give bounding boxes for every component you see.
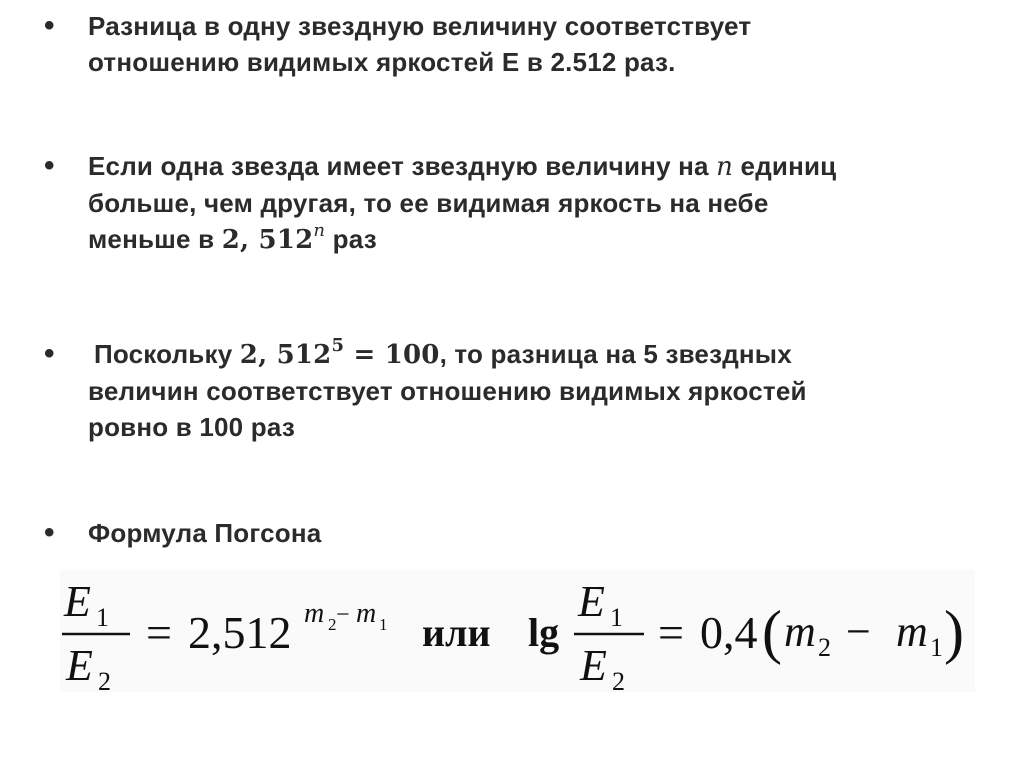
fraction-numerator-e: E bbox=[64, 577, 91, 626]
bullet-dot: • bbox=[44, 516, 55, 549]
math-exponent-5: 5 bbox=[331, 335, 345, 357]
exponent-minus: − bbox=[336, 602, 350, 628]
bullet-dot: • bbox=[44, 149, 55, 182]
equals-sign: = bbox=[658, 607, 684, 658]
fraction-denominator-e: E bbox=[66, 641, 93, 690]
left-paren: ( bbox=[762, 599, 782, 665]
bullet-dot: • bbox=[44, 337, 55, 370]
pogson-formula-svg bbox=[60, 570, 975, 692]
paragraph-pogson-formula-title bbox=[88, 515, 988, 551]
math-base: 2, 512 bbox=[239, 340, 332, 370]
math-variable-n: n bbox=[716, 152, 734, 182]
var-m1: m bbox=[896, 607, 928, 656]
exponent-m1: m bbox=[356, 598, 377, 629]
text-line: Формула Погсона bbox=[88, 518, 322, 548]
fraction-numerator-sub: 1 bbox=[96, 603, 109, 632]
coefficient-04: 0,4 bbox=[700, 607, 758, 658]
text-line bbox=[88, 148, 988, 185]
pogson-formula bbox=[60, 570, 975, 692]
math-exponent-n: n bbox=[313, 220, 326, 242]
fraction-numerator-e: E bbox=[578, 577, 605, 626]
minus-sign: − bbox=[846, 607, 871, 656]
var-m2: m bbox=[784, 607, 816, 656]
fraction-denominator-sub: 2 bbox=[98, 667, 111, 692]
lg-operator: lg bbox=[528, 610, 560, 655]
text-line: величин соответствует отношению видимых яркостей bbox=[88, 376, 807, 406]
right-paren: ) bbox=[944, 599, 964, 665]
word-or: или bbox=[422, 610, 491, 655]
equals-sign: = bbox=[146, 607, 172, 658]
base-2512: 2,512 bbox=[188, 607, 292, 658]
text-fragment: Поскольку bbox=[94, 339, 240, 369]
math-base: 2, 512 bbox=[221, 225, 314, 255]
text-line: ровно в 100 раз bbox=[88, 412, 295, 442]
text-line bbox=[88, 221, 988, 258]
text-fragment: единиц bbox=[733, 151, 837, 181]
paragraph-magnitude-ratio bbox=[88, 8, 988, 80]
exponent-m2-sub: 2 bbox=[328, 615, 337, 634]
fraction-denominator-sub: 2 bbox=[612, 667, 625, 692]
var-m1-sub: 1 bbox=[930, 633, 943, 662]
text-fragment: Если одна звезда имеет звездную величину на bbox=[88, 151, 717, 181]
text-line: больше, чем другая, то ее видимая яркость на небе bbox=[88, 188, 769, 218]
fraction-denominator-e: E bbox=[580, 641, 607, 690]
bullet-dot: • bbox=[44, 9, 55, 42]
text-fragment: меньше в bbox=[88, 224, 222, 254]
text-fragment: раз bbox=[325, 224, 377, 254]
math-equals-100: = 100 bbox=[344, 340, 440, 370]
text-line: отношению видимых яркостей Е в 2.512 раз. bbox=[88, 47, 676, 77]
exponent-m2: m bbox=[304, 598, 325, 629]
paragraph-n-units bbox=[88, 148, 988, 258]
var-m2-sub: 2 bbox=[818, 633, 831, 662]
text-line: Разница в одну звездную величину соответствует bbox=[88, 11, 752, 41]
exponent-m1-sub: 1 bbox=[379, 615, 388, 634]
text-fragment: , то разница на 5 звездных bbox=[439, 339, 792, 369]
fraction-numerator-sub: 1 bbox=[610, 603, 623, 632]
text-line bbox=[94, 336, 994, 373]
paragraph-five-magnitudes bbox=[88, 335, 994, 445]
